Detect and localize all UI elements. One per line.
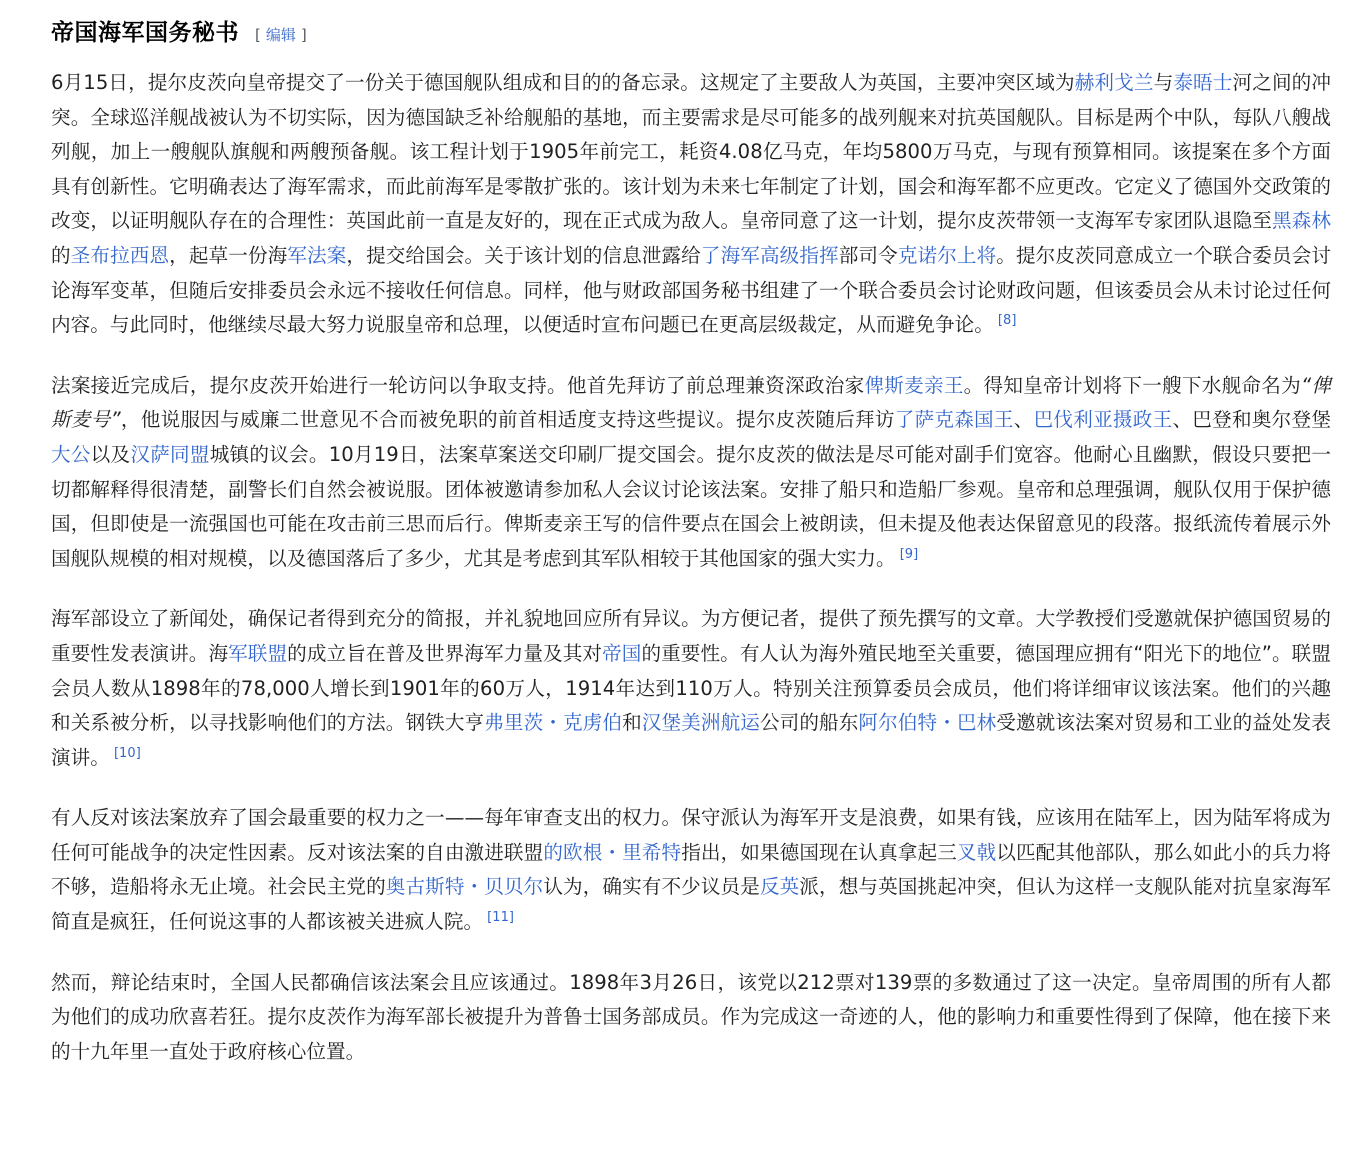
citation-link[interactable]: [10]	[113, 745, 141, 761]
paragraph-text: ，提交给国会。关于该计划的信息泄露给	[346, 243, 701, 267]
paragraph-text: 、巴登和奥尔登堡	[1172, 408, 1331, 432]
article-link[interactable]: 军联盟	[228, 641, 288, 665]
paragraph-text: 河之间的冲突。全球巡洋舰战被认为不切实际，因为德国缺乏补给舰船的基地，而主要需求是尽可能多的战列舰来对抗英国舰队。目标是两个中队，每队八艘战列舰，加上一艘舰队旗舰和两艘预备舰。该工程计划于1905年前完工，耗资4.08亿马克，年均5800万马克，与现有预算相同。该提案在多个方面具有创新性。它明确表达了海军需求，而此前海军是零散扩张的。该计划为未来七年制定了计划，国会和海军都不应更改。它定义了德国外交政策的改变，以证明舰队存在的合理性：英国此前一直是友好的，现在正式成为敌人。皇帝同意了这一计划，提尔皮茨带领一支海军专家团队退隐至	[51, 71, 1332, 233]
paragraph-4	[51, 801, 1331, 939]
article-link[interactable]: 大公	[51, 442, 91, 466]
paragraph-text: ，他说服因与威廉二世意见不合而被免职的前首相适度支持这些提议。提尔皮茨随后拜访	[120, 408, 895, 432]
article-link[interactable]: 了萨克森国王	[894, 408, 1014, 432]
paragraph-text: 城镇的议会。10月19日，法案草案送交印刷厂提交国会。提尔皮茨的做法是尽可能对副手们宽容。他耐心且幽默，假设只要把一切都解释得很清楚，副警长们自然会被说服。团体被邀请参加私人会议讨论该法案。安排了船只和造船厂参观。皇帝和总理强调，舰队仅用于保护德国，但即使是一流强国也可能在攻击前三思而后行。俾斯麦亲王写的信件要点在国会上被朗读，但未提及他表达保留意见的段落。报纸流传着展示外国舰队规模的相对规模，以及德国落后了多少，尤其是考虑到其军队相较于其他国家的强大实力。	[51, 442, 1331, 570]
edit-bracket-open: [	[255, 26, 261, 44]
paragraph-text: 派，想与英国挑起冲突，但认为这样一支舰队能对抗皇家海军简直是疯狂，任何说这事的人都该被关进疯人院。	[51, 875, 1331, 934]
article-link[interactable]: 汉萨同盟	[130, 442, 210, 466]
citation-link[interactable]: [8]	[997, 313, 1017, 329]
paragraph-text: 指出，如果德国现在认真拿起三	[681, 840, 957, 864]
article-link[interactable]: 圣布拉西恩	[70, 243, 170, 267]
paragraph-text: 以匹配其他部队，那么如此小的兵力将不够，造船将永无止境。社会民主党的	[51, 840, 1332, 899]
paragraph-text: 。提尔皮茨同意成立一个联合委员会讨论海军变革，但随后安排委员会永远不接收任何信息。同样，他与财政部国务秘书组建了一个联合委员会讨论财政问题，但该委员会从未讨论过任何内容。与此同时，他继续尽最大努力说服皇帝和总理，以便适时宣布问题已在更高层级裁定，从而避免争论。	[51, 243, 1331, 337]
paragraph-text: 受邀就该法案对贸易和工业的益处发表演讲。	[51, 711, 1331, 769]
article-link[interactable]: 汉堡美洲航运	[641, 711, 760, 735]
paragraph-text: 海军部设立了新闻处，确保记者得到充分的简报，并礼貌地回应所有异议。为方便记者，提供了预先撰写的文章。大学教授们受邀就保护德国贸易的重要性发表演讲。海	[51, 607, 1331, 665]
paragraph-2	[51, 369, 1331, 577]
article-link[interactable]: 泰晤士	[1173, 71, 1233, 94]
citation-ref	[900, 547, 919, 562]
article-link[interactable]: 俾斯麦亲王	[864, 373, 964, 397]
paragraph-text: 的	[51, 243, 71, 267]
citation-ref	[114, 746, 141, 761]
paragraph-5	[51, 966, 1331, 1070]
section-title: 帝国海军国务秘书	[51, 20, 239, 46]
citation-link[interactable]: [11]	[487, 910, 515, 926]
article-link[interactable]: 叉戟	[956, 840, 997, 864]
edit-section	[255, 24, 307, 45]
paragraph-1	[51, 66, 1331, 343]
edit-bracket-close: ]	[300, 26, 307, 44]
paragraph-text: 、	[1013, 408, 1034, 432]
paragraph-text: 有人反对该法案放弃了国会最重要的权力之一——每年审查支出的权力。保守派认为海军开支是浪费，如果有钱，应该用在陆军上，因为陆军将成为任何可能战争的决定性因素。反对该法案的自由激进联盟	[51, 806, 1331, 864]
paragraph-text: 然而，辩论结束时，全国人民都确信该法案会且应该通过。1898年3月26日，该党以212票对139票的多数通过了这一决定。皇帝周围的所有人都为他们的成功欣喜若狂。提尔皮茨作为海军部长被提升为普鲁士国务部成员。作为完成这一奇迹的人，他的影响力和重要性得到了保障，他在接下来的十九年里一直处于政府核心位置。	[51, 970, 1331, 1063]
paragraph-text: 和	[622, 711, 642, 735]
article-link[interactable]: 反英	[759, 875, 800, 899]
paragraph-text: 的成立旨在普及世界海军力量及其对	[287, 641, 603, 665]
paragraph-text: 部司令	[838, 243, 898, 267]
article-link[interactable]: 军法案	[287, 243, 347, 267]
paragraph-text: 6月15日，提尔皮茨向皇帝提交了一份关于德国舰队组成和目的的备忘录。这规定了主要敌人为英国，主要冲突区域为	[51, 71, 1075, 94]
article-link[interactable]: 弗里茨・克虏伯	[484, 711, 623, 735]
paragraph-text: 的重要性。有人认为海外殖民地至关重要，德国理应拥有“阳光下的地位”。联盟会员人数从1898年的78,000人增长到1901年的60万人，1914年达到110万人。特别关注预算委员会成员，他们将详细审议该法案。他们的兴趣和关系被分析，以寻找影响他们的方法。钢铁大亨	[51, 641, 1331, 735]
citation-link[interactable]: [9]	[899, 546, 919, 562]
paragraph-text: 公司的船东	[759, 711, 859, 735]
article-link[interactable]: 赫利戈兰	[1074, 71, 1154, 94]
article-link[interactable]: 帝国	[602, 641, 642, 665]
edit-section-link[interactable]: 编辑	[265, 26, 296, 44]
section-heading	[51, 14, 1331, 58]
paragraph-text: 。得知皇帝计划将下一艘下水舰命名为	[963, 373, 1301, 397]
paragraph-text: 与	[1153, 71, 1174, 94]
paragraph-text: ，起草一份海	[169, 243, 288, 267]
citation-ref	[998, 313, 1017, 328]
italic-text: “俾斯麦号”	[51, 373, 1331, 432]
article-content	[51, 14, 1331, 1095]
article-link[interactable]: 了海军高级指挥	[700, 243, 839, 267]
article-link[interactable]: 阿尔伯特・巴林	[858, 711, 997, 735]
paragraph-text: 法案接近完成后，提尔皮茨开始进行一轮访问以争取支持。他首先拜访了前总理兼资深政治家	[51, 373, 865, 397]
article-link[interactable]: 巴伐利亚摄政王	[1033, 408, 1173, 432]
paragraph-text: 认为，确实有不少议员是	[543, 875, 760, 899]
citation-ref	[487, 910, 514, 925]
article-link[interactable]: 的欧根・里希特	[543, 840, 682, 864]
article-link[interactable]: 奥古斯特・贝贝尔	[385, 875, 544, 899]
article-link[interactable]: 克诺尔上将	[897, 243, 997, 267]
paragraph-text: 以及	[90, 442, 131, 466]
paragraph-3	[51, 602, 1331, 775]
article-link[interactable]: 黑森林	[1271, 209, 1331, 233]
